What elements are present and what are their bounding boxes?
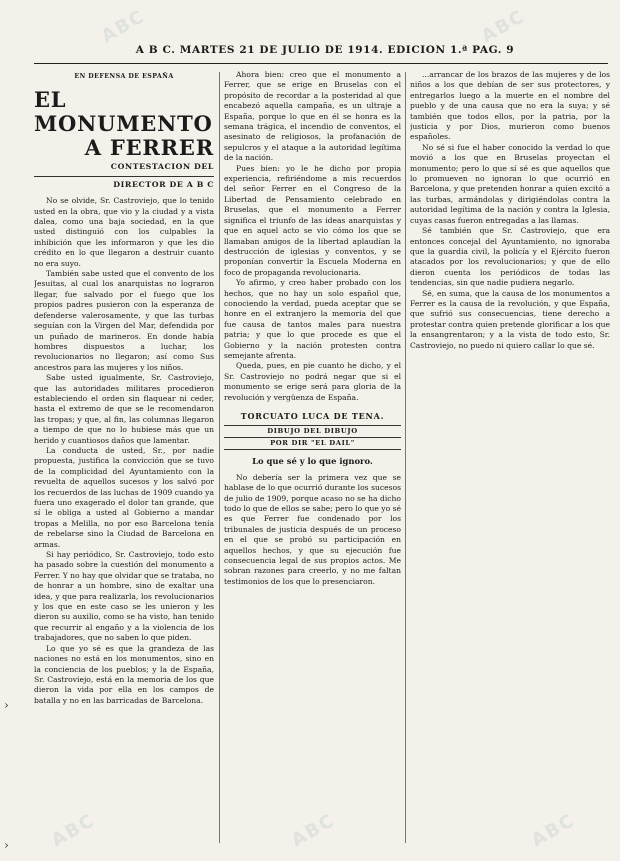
- column-divider: [219, 72, 220, 843]
- paragraph: No se olvide, Sr. Castroviejo, que lo tenido usted en la obra, que vio y la ciudad y a vista dalea, como una baja sociedad, en la que usted distinguió con los culpables la inhibición que les informaron y que les dio crédito en lo que llegaron a destruir cuanto no era suyo.: [34, 196, 214, 268]
- watermark: ABC: [97, 5, 149, 48]
- watermark: ABC: [47, 809, 99, 852]
- section-tag: EN DEFENSA DE ESPAÑA: [74, 73, 174, 80]
- paragraph: No debería ser la primera vez que se hablase de lo que ocurrió durante los sucesos de julio de 1909, porque acaso no se ha dicho todo lo que de ellos se sabe; pero lo que yo sé es que Ferrer fue condenado por los tribunales de justicia después de un proceso en el que se probó su participación en aquellos hechos, y que su ejecución fue consecuencia legal de sus propios actos. Me sobran razones para creerlo, y no me faltan testimonios de los que lo presenciaron.: [224, 472, 401, 586]
- paragraph: Si hay periódico, Sr. Castroviejo, todo esto ha pasado sobre la cuestión del monumento a Ferrer. Y no hay que olvidar que se trataba, no de honrar a un hombre, sino de exaltar una idea, y que para realizarla, los revolucionarios y los que en este caso se les unieron y les dieron su auxilio, como se ha visto, han tenido que recurrir al engaño y a la violencia de los trabajadores, que no saben lo que piden.: [34, 550, 214, 643]
- page-header: A B C. MARTES 21 DE JULIO DE 1914. EDICION 1.ª PAG. 9: [135, 44, 515, 56]
- header-rule: [34, 63, 608, 64]
- subhead-rule: [34, 176, 214, 177]
- column-divider: [405, 72, 406, 843]
- paragraph: Queda, pues, en pie cuanto he dicho, y el Sr. Castroviejo no podrá negar que si el monumento se erige será para gloria de la revolución y vergüenza de España.: [224, 361, 401, 402]
- article-body: [224, 70, 401, 403]
- margin-mark: ›: [4, 698, 9, 712]
- margin-mark: ›: [4, 838, 9, 852]
- paragraph: También sabe usted que el convento de los Jesuitas, al cual los anarquistas no lograron llegar, fue salvado por el fuego que los propios padres pusieron con la esperanza de defenderse valerosamente, y que las turbas seguían con la Virgen del Mar, defendida por un puñado de marineros. En donde había hombres dispuestos a luchar, los revolucionarios no llegaron; así como Sus ancestros para las mujeres y los niños.: [34, 269, 214, 372]
- paragraph: Lo que yo sé es que la grandeza de las naciones no está en los monumentos, sino en la conciencia de los pueblos; y la de España, Sr. Castroviejo, está en la memoria de los que dieron la vida por ella en los campos de batalla y no en las barricadas de Barcelona.: [34, 643, 214, 705]
- paragraph: Sé, en suma, que la causa de los monumentos a Ferrer es la causa de la revolución, y que España, que sufrió sus consecuencias, tiene derecho a protestar contra quien pretende glorificar a los que la ensangrentaron; y a la vista de todo esto, Sr. Castroviejo, no puedo ni quiero callar lo que sé.: [410, 288, 610, 350]
- watermark: ABC: [527, 809, 579, 852]
- paragraph: No sé si fue el haber conocido la verdad lo que movió a los que en Bruselas proyectan el monumento; pero lo que sí sé es que aquellos que lo promueven no ignoran lo que ocurrió en Barcelona, y que pretenden honrar a quien excitó a las turbas, armándolas y dirigiéndolas contra la autoridad legítima de la nación y contra la Iglesia, cuyas casas fueron entregadas a las llamas.: [410, 142, 610, 225]
- paragraph: Yo afirmo, y creo haber probado con los hechos, que no hay un solo español que, conociendo la verdad, pueda aceptar que se honre en el extranjero la memoria del que fue causa de tantos males para nuestra patria; y que lo que procede es que el Gobierno y la nación protesten contra semejante afrenta.: [224, 278, 401, 360]
- column-3: [410, 70, 610, 847]
- paragraph: Sé también que Sr. Castroviejo, que era entonces concejal del Ayuntamiento, no ignoraba que la guardia civil, la policía y el Ejército fueron atacados por los revolucionarios; y que de ello dieron cuenta los periódicos de todas las tendencias, sin que nadie pudiera negarlo.: [410, 226, 610, 288]
- watermark: ABC: [477, 5, 529, 48]
- divider-line: POR DIR "EL DAIL": [270, 439, 355, 448]
- divider-line: DIBUJO DEL DIBUJO: [267, 427, 358, 436]
- subhead-line-1: CONTESTACION DEL: [110, 162, 214, 172]
- divider-rule: [224, 449, 401, 450]
- article-body: [224, 473, 401, 587]
- paragraph: ...arrancar de los brazos de las mujeres y de los niños a los que debían de ser sus protectores, y entregarlos luego a la muerte en el nombre del pueblo y de una causa que no era la suya; y sé también que todos ellos, por la patria, por la justicia y por Dios, murieron como buenos españoles.: [410, 70, 610, 142]
- paragraph: Pues bien: yo le he dicho por propia experiencia, refiriéndome a mis recuerdos del señor Ferrer en el Congreso de la Libertad de Pensamiento celebrado en Bruselas, que el monumento a Ferrer significa el triunfo de las ideas anarquistas y que en aquel acto se vio cómo los que se llamaban amigos de la libertad aplaudían la destrucción de iglesias y conventos, y se proponían convertir la Escuela Moderna en foco de propaganda revolucionaria.: [224, 163, 401, 277]
- article-body: [410, 70, 610, 351]
- headline-line-1: EL MONUMENTO: [34, 87, 213, 137]
- article-body: [34, 196, 214, 706]
- watermark: ABC: [287, 809, 339, 852]
- paragraph: Ahora bien: creo que el monumento a Ferrer, que se erige en Bruselas con el propósito de recordar a la posteridad al que encabezó aquella campaña, es un ultraje a España, porque lo que en él se honra es la semana trágica, el incendio de conventos, el asesinato de religiosos, la profanación de sepulcros y el ataque a la autoridad legítima de la nación.: [224, 70, 401, 163]
- signature: TORCUATO LUCA DE TENA.: [240, 411, 385, 421]
- headline-line-2: A FERRER: [84, 135, 214, 161]
- paragraph: La conducta de usted, Sr., por nadie propuesta, justifica la convicción que se tuvo de la complicidad del Ayuntamiento con la revuelta de aquellos sucesos y los salvó por los recuerdos de las luchas de 1909 cuando ya fuera uno exagerado el dolor tan grande, que sí le obliga a usted al Gobierno a mandar tropas a Melilla, no por eso Barcelona tenía de rebelarse sino la Ciudad de Barcelona en armas.: [34, 445, 214, 549]
- section-divider: [224, 425, 401, 450]
- subsection-title: Lo que sé y lo que ignoro.: [252, 456, 373, 467]
- column-2: [224, 70, 401, 847]
- paragraph: Sabe usted igualmente, Sr. Castroviejo, que las autoridades militares procedieron estableciendo el orden sin flaquear ni ceder, hasta el extremo de que se le recomendaron las tropas; y que, al fin, las columnas llegaron a tiempo de que no lo hubiese más que un herido y cuantiosos daños que lamentar.: [34, 373, 214, 445]
- subhead-line-2: DIRECTOR DE A B C: [113, 179, 214, 189]
- column-1: [34, 70, 214, 847]
